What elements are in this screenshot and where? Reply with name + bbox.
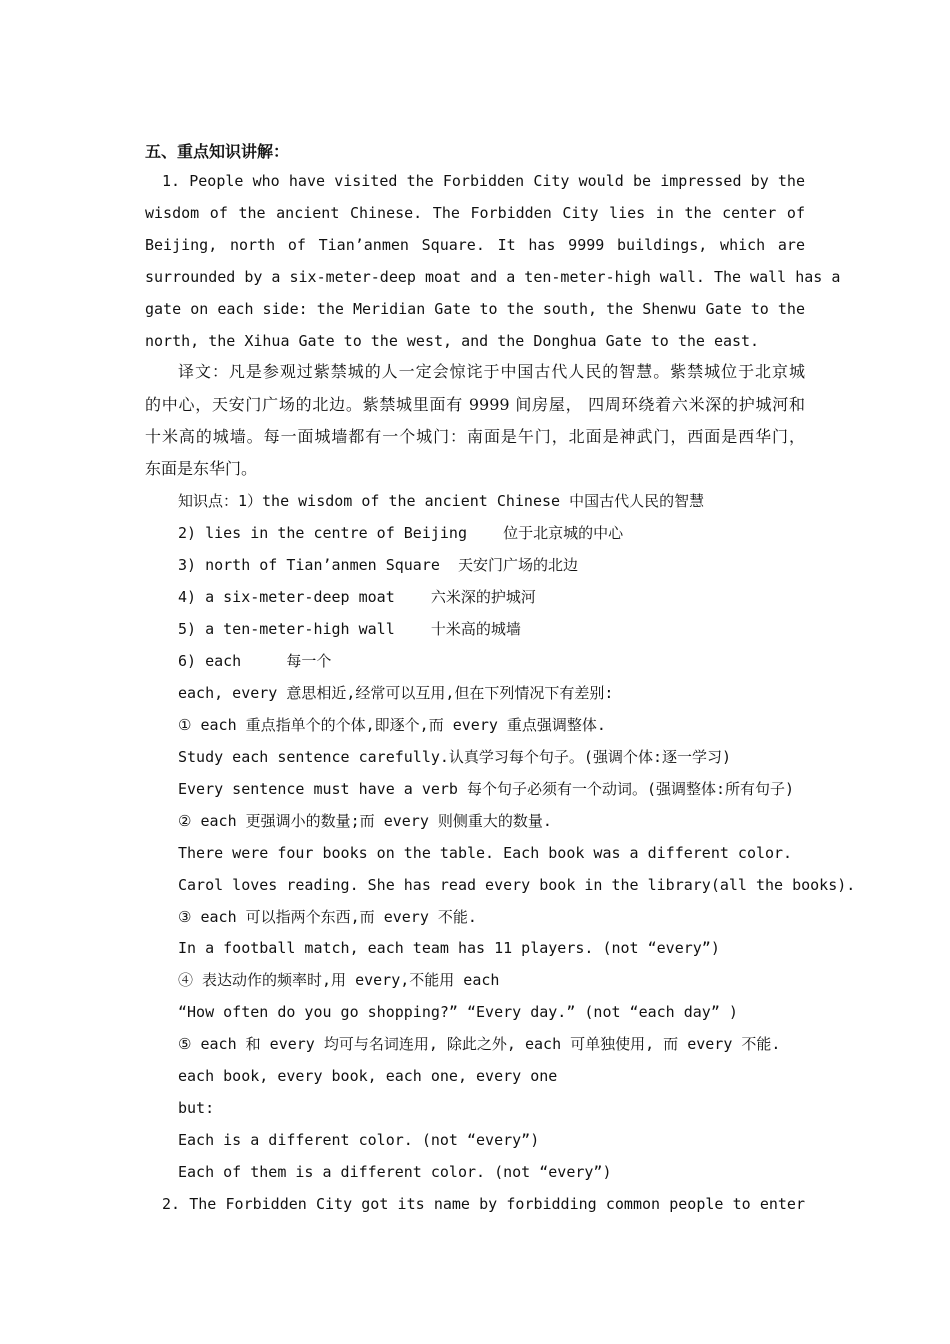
- paragraph-line: surrounded by a six-meter-deep moat and a ten-meter-high wall. The wall has a: [145, 268, 841, 286]
- knowledge-point: ③ each 可以指两个东西,而 every 不能.: [178, 908, 477, 926]
- knowledge-point: each, every 意思相近,经常可以互用,但在下列情况下有差别:: [178, 684, 614, 702]
- paragraph-line: 2. The Forbidden City got its name by forbidding common people to enter: [162, 1195, 805, 1213]
- translation-line: 译文：凡是参观过紫禁城的人一定会惊诧于中国古代人民的智慧。紫禁城位于北京城: [178, 362, 805, 381]
- knowledge-point: ⑤ each 和 every 均可与名词连用, 除此之外, each 可单独使用, 而 every 不能.: [178, 1035, 781, 1053]
- example-sentence: Each is a different color. (not “every”): [178, 1131, 540, 1149]
- translation-line: 十米高的城墙。每一面城墙都有一个城门：南面是午门，北面是神武门，西面是西华门，: [145, 427, 805, 446]
- translation-line: 的中心，天安门广场的北边。紫禁城里面有 9999 间房屋， 四周环绕着六米深的护城河和: [145, 395, 805, 414]
- paragraph-line: gate on each side: the Meridian Gate to the south, the Shenwu Gate to the: [145, 300, 805, 318]
- paragraph-line: north, the Xihua Gate to the west, and the Donghua Gate to the east.: [145, 332, 760, 350]
- knowledge-point: 6) each 每一个: [178, 652, 332, 670]
- knowledge-point: ① each 重点指单个的个体,即逐个,而 every 重点强调整体.: [178, 716, 606, 734]
- example-sentence: In a football match, each team has 11 players. (not “every”): [178, 939, 720, 957]
- paragraph-line: Beijing, north of Tian’anmen Square. It has 9999 buildings, which are: [145, 236, 805, 254]
- knowledge-point: 4) a six-meter-deep moat 六米深的护城河: [178, 588, 536, 606]
- section-heading: 五、重点知识讲解：: [145, 142, 290, 161]
- example-sentence: Study each sentence carefully.认真学习每个句子。(强调个体:逐一学习): [178, 748, 732, 766]
- knowledge-point: 5) a ten-meter-high wall 十米高的城墙: [178, 620, 521, 638]
- example-sentence: but:: [178, 1099, 215, 1117]
- knowledge-point: 2) lies in the centre of Beijing 位于北京城的中心: [178, 524, 624, 542]
- knowledge-point: ② each 更强调小的数量;而 every 则侧重大的数量.: [178, 812, 552, 830]
- example-sentence: Every sentence must have a verb 每个句子必须有一个动词。(强调整体:所有句子): [178, 780, 795, 798]
- example-sentence: There were four books on the table. Each book was a different color.: [178, 844, 793, 862]
- knowledge-point: 3) north of Tian’anmen Square 天安门广场的北边: [178, 556, 578, 574]
- example-sentence: each book, every book, each one, every one: [178, 1067, 558, 1085]
- example-sentence: Carol loves reading. She has read every book in the library(all the books).: [178, 876, 856, 894]
- example-sentence: “How often do you go shopping?” “Every day.” (not “each day” ): [178, 1003, 738, 1021]
- paragraph-line: wisdom of the ancient Chinese. The Forbidden City lies in the center of: [145, 204, 805, 222]
- knowledge-point: 知识点：1）the wisdom of the ancient Chinese 中国古代人民的智慧: [178, 492, 705, 510]
- example-sentence: Each of them is a different color. (not “every”): [178, 1163, 612, 1181]
- paragraph-line: 1. People who have visited the Forbidden City would be impressed by the: [162, 172, 805, 190]
- translation-line: 东面是东华门。: [145, 459, 258, 478]
- knowledge-point: ④ 表达动作的频率时,用 every,不能用 each: [178, 971, 500, 989]
